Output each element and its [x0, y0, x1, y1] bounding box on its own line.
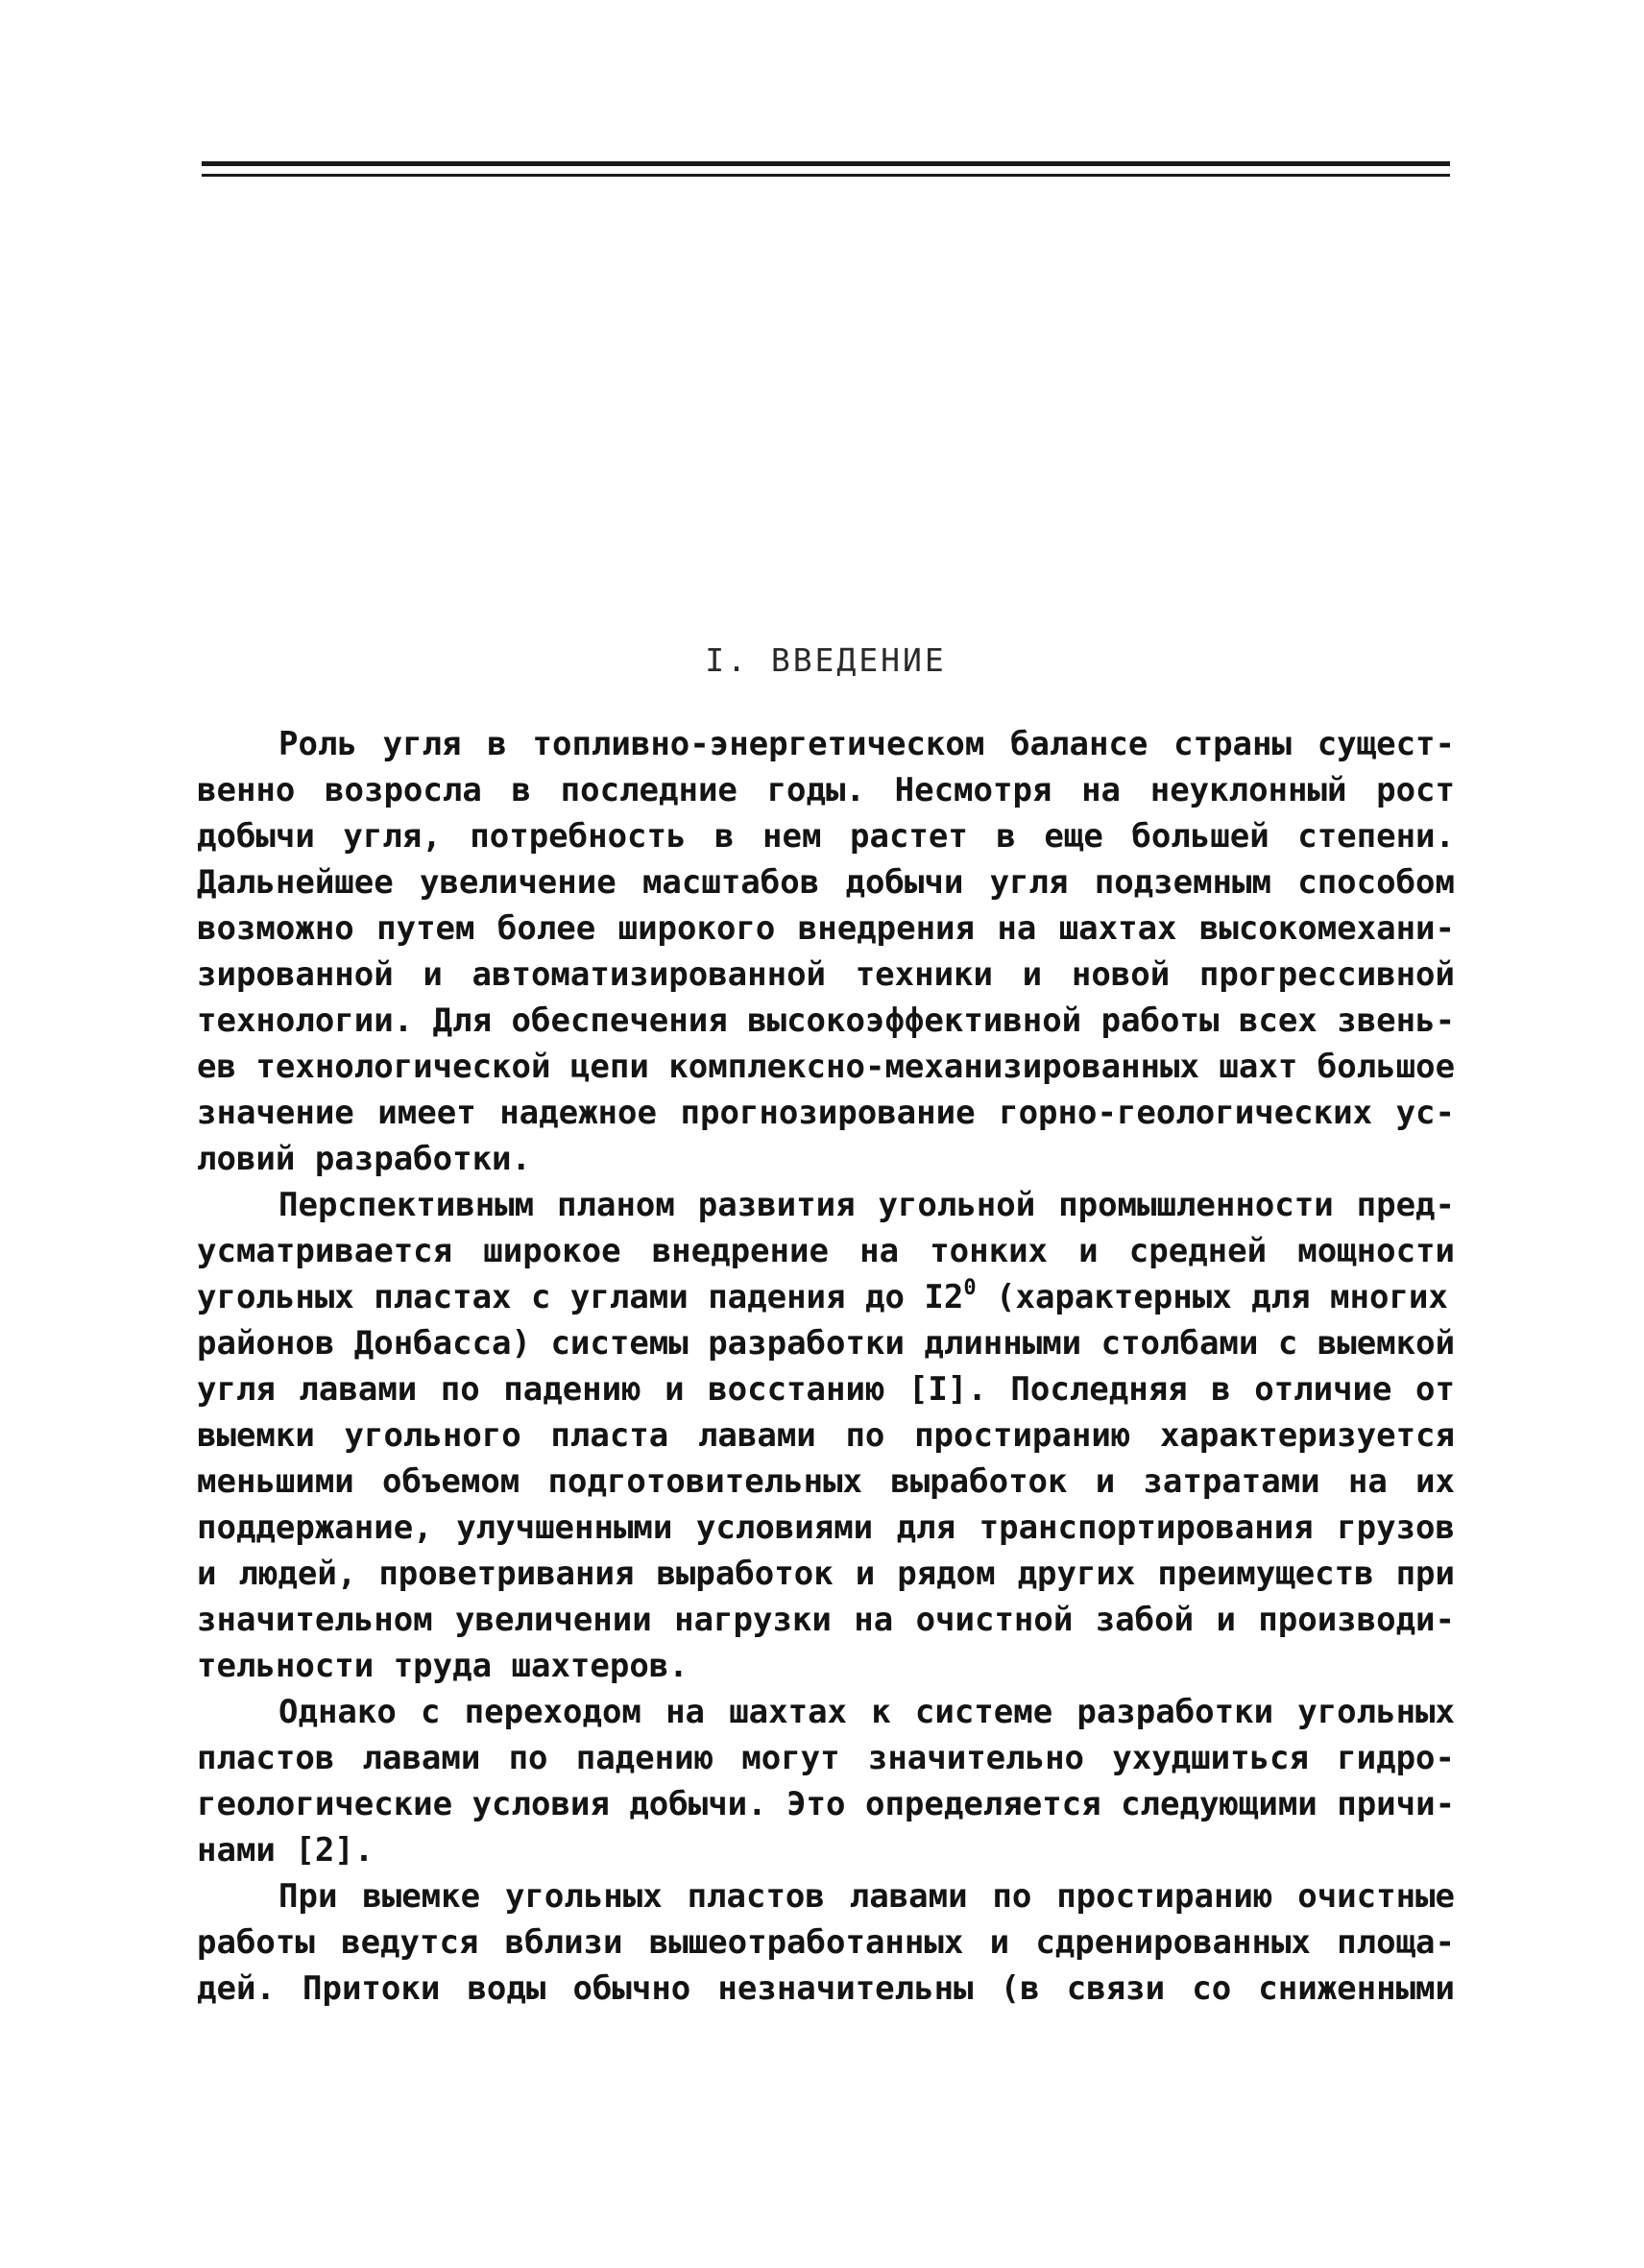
text-segment: (характерных для многих — [976, 1278, 1448, 1316]
text-line: ловий разработки. — [197, 1140, 531, 1178]
text-line: Дальнейшее увеличение масштабов добычи угля подземным способом — [197, 863, 1455, 902]
text-line: и людей, проветривания выработок и рядом других преимуществ при — [197, 1555, 1455, 1593]
top-rule — [202, 161, 1450, 166]
text-line: дей. Притоки воды обычно незначительны (в связи со сниженными — [197, 1969, 1455, 2008]
text-line: Однако с переходом на шахтах к системе разработки угольных — [278, 1693, 1455, 1731]
text-line: геологические условия добычи. Это определяется следующими причи- — [197, 1785, 1456, 1823]
text-line: меньшими объемом подготовительных выработок и затратами на их — [197, 1462, 1455, 1501]
text-line: значительном увеличении нагрузки на очистной забой и производи- — [197, 1601, 1455, 1639]
text-line: Перспективным планом развития угольной промышленности пред- — [278, 1186, 1455, 1224]
text-line: возможно путем более широкого внедрения на шахтах высокомехани- — [197, 909, 1455, 948]
text-line: нами [2]. — [197, 1831, 375, 1870]
degree-superscript: 0 — [963, 1276, 977, 1300]
top-rule-thin — [202, 174, 1450, 177]
text-line: значение имеет надежное прогнозирование горно-геологических ус- — [197, 1094, 1455, 1132]
text-line: тельности труда шахтеров. — [197, 1647, 689, 1685]
text-line: технологии. Для обеспечения высокоэффективной работы всех звень- — [197, 1001, 1456, 1040]
text-line: При выемке угольных пластов лавами по простиранию очистные — [278, 1877, 1455, 1916]
text-line: районов Донбасса) системы разработки длинными столбами с выемкой — [197, 1324, 1456, 1363]
text-line: ев технологической цепи комплексно-механизированных шахт большое — [197, 1048, 1456, 1086]
text-line: усматривается широкое внедрение на тонких и средней мощности — [197, 1232, 1455, 1270]
text-line: угля лавами по падению и восстанию [I]. Последняя в отличие от — [197, 1370, 1455, 1409]
text-line: добычи угля, потребность в нем растет в еще большей степени. — [197, 817, 1455, 856]
text-line: поддержание, улучшенными условиями для транспортирования грузов — [197, 1508, 1455, 1547]
text-line: пластов лавами по падению могут значительно ухудшиться гидро- — [197, 1739, 1455, 1777]
text-line: работы ведутся вблизи вышеотработанных и сдренированных площа- — [197, 1923, 1455, 1962]
text-segment: угольных пластах с углами падения до I2 — [197, 1278, 964, 1316]
section-heading: I. ВВЕДЕНИЕ — [705, 641, 947, 679]
text-line: Роль угля в топливно-энергетическом балансе страны сущест- — [278, 725, 1455, 763]
text-line: венно возросла в последние годы. Несмотря на неуклонный рост — [197, 771, 1455, 809]
text-line-with-superscript — [197, 1278, 1455, 1316]
text-line: зированной и автоматизированной техники и новой прогрессивной — [197, 955, 1455, 994]
text-line: выемки угольного пласта лавами по простиранию характеризуется — [197, 1416, 1455, 1455]
